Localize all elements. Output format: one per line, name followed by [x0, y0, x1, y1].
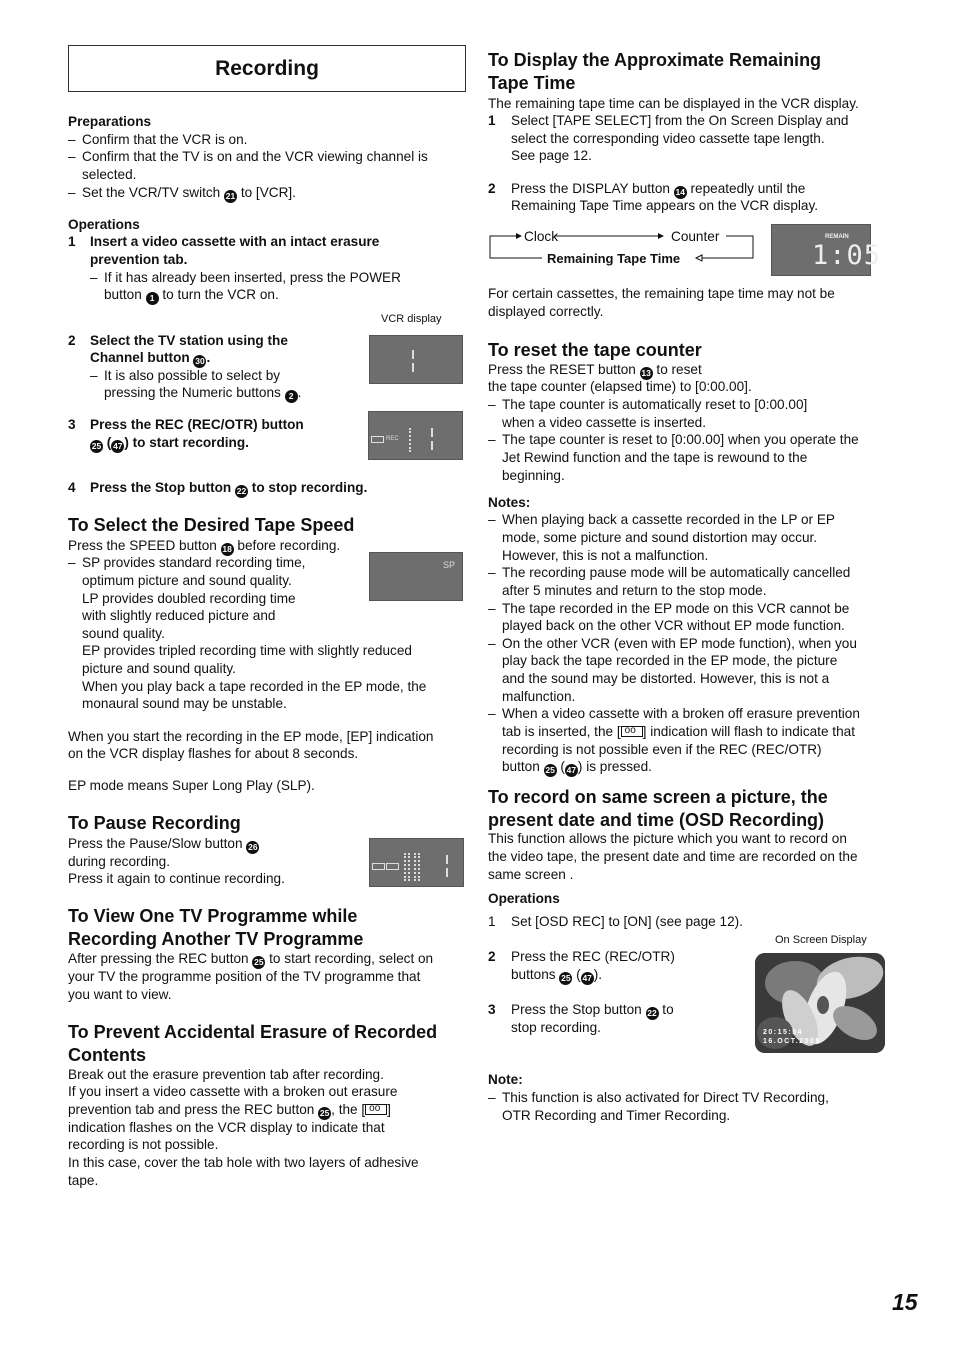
osd-note-label: Note:	[488, 1072, 523, 1087]
osd-line-2: the video tape, the present date and time are recorded on the	[488, 849, 858, 864]
button-ref-icon: 47	[582, 973, 592, 983]
button-ref-icon: 21	[225, 191, 236, 201]
step-number: 1	[488, 113, 496, 128]
note-5-cont: tab is inserted, the [oo ] indication will flash to indicate that	[502, 723, 855, 741]
page-number: 15	[892, 1289, 918, 1315]
prep-item-2-cont: selected.	[82, 167, 137, 182]
flow-counter: Counter	[671, 229, 720, 244]
prevent-line-2: If you insert a video cassette with a broken out erasure	[68, 1084, 398, 1099]
flow-remaining: Remaining Tape Time	[547, 251, 681, 266]
note-5-cont3: button 25 ( 47 ) is pressed.	[502, 759, 652, 775]
vcr-display-rec	[368, 411, 463, 460]
button-ref-icon: 47	[113, 441, 123, 451]
button-ref-icon: 2	[285, 390, 298, 403]
prevent-line-5: recording is not possible.	[68, 1137, 219, 1152]
step-number: 4	[68, 480, 76, 495]
button-ref-icon: 25	[319, 1108, 330, 1118]
tape-speed-line: When you play back a tape recorded in the EP mode, the	[82, 679, 427, 694]
remaining-step1: Select [TAPE SELECT] from the On Screen Display and	[511, 113, 849, 128]
osd-step1: Set [OSD REC] to [ON] (see page 12).	[511, 914, 743, 929]
osd-step2: Press the REC (REC/OTR)	[511, 949, 675, 964]
step-number: 2	[488, 949, 496, 964]
step-number: 3	[68, 417, 76, 432]
note-3: – The tape recorded in the EP mode on this VCR cannot be	[502, 600, 849, 618]
prevent-line-7: tape.	[68, 1173, 99, 1188]
pause-line-1: Press the Pause/Slow button 26	[68, 836, 258, 852]
button-ref-icon: 25	[91, 441, 102, 451]
tape-speed-line: EP provides tripled recording time with slightly reduced	[82, 643, 412, 658]
button-ref-icon: 25	[254, 957, 264, 967]
remaining-heading-cont: Tape Time	[488, 73, 576, 93]
step1-note-cont: button 1 to turn the VCR on.	[104, 287, 279, 303]
osd-note-cont: OTR Recording and Timer Recording.	[502, 1108, 731, 1123]
remaining-step1-cont2: See page 12.	[511, 148, 592, 163]
osd-step3-cont: stop recording.	[511, 1020, 601, 1035]
vcr-display-sp	[369, 552, 463, 601]
page-title: Recording	[215, 56, 319, 80]
note-2-cont: after 5 minutes and return to the stop mode.	[502, 583, 767, 598]
rec-indicator: REC	[386, 436, 399, 442]
cassette-icon	[365, 1104, 387, 1115]
pause-line-2: during recording.	[68, 854, 171, 869]
preparations-label: Preparations	[68, 114, 152, 129]
button-ref-icon: 26	[248, 842, 258, 852]
button-ref-icon: 1	[146, 292, 159, 305]
remaining-step1-cont: select the corresponding video cassette tape length.	[511, 131, 825, 146]
tape-speed-line: with slightly reduced picture and	[82, 608, 276, 623]
remaining-heading: To Display the Approximate Remaining	[488, 50, 822, 70]
tape-speed-line: LP provides doubled recording time	[82, 591, 296, 606]
remaining-step2-cont: Remaining Tape Time appears on the VCR display.	[511, 198, 819, 213]
osd-heading: To record on same screen a picture, the	[488, 787, 828, 807]
osd-heading-cont: present date and time (OSD Recording)	[488, 810, 825, 830]
ep-flash-text: When you start the recording in the EP mode, [EP] indication	[68, 729, 434, 744]
reset-heading: To reset the tape counter	[488, 340, 702, 360]
button-ref-icon: 25	[561, 973, 571, 983]
reset-item-1: – The tape counter is automatically reset to [0:00.00]	[502, 396, 807, 414]
remaining-intro: The remaining tape time can be displayed in the VCR display.	[488, 96, 859, 111]
step4-text: Press the Stop button 22 to stop recording.	[90, 480, 368, 496]
step-number: 1	[68, 234, 76, 249]
step2-text: Select the TV station using the	[90, 333, 288, 348]
step1-note: – If it has already been inserted, press the POWER	[104, 269, 401, 287]
prep-item-2: – Confirm that the TV is on and the VCR viewing channel is	[82, 148, 428, 166]
button-ref-icon: 22	[236, 486, 247, 496]
tape-speed-line: optimum picture and sound quality.	[82, 573, 292, 588]
cassette-icon	[621, 726, 643, 737]
reset-item-1-cont: when a video cassette is inserted.	[502, 415, 707, 430]
remain-indicator: REMAIN	[825, 234, 849, 240]
operations-label: Operations	[68, 217, 140, 232]
note-5-cont2: recording is not possible even if the REC (REC/OTR)	[502, 742, 822, 757]
step2-note: – It is also possible to select by	[104, 367, 280, 385]
ep-flash-text-cont: on the VCR display flashes for about 8 seconds.	[68, 746, 359, 761]
ep-slp-text: EP mode means Super Long Play (SLP).	[68, 778, 315, 793]
vcr-display-remain	[771, 224, 882, 276]
button-ref-icon: 14	[675, 187, 685, 197]
step2-text-cont: Channel button 30 .	[90, 350, 211, 366]
osd-time: 20:15:54	[763, 1029, 804, 1036]
pause-line-3: Press it again to continue recording.	[68, 871, 285, 886]
note-4-cont2: and the sound may be distorted. However, this is not a	[502, 671, 830, 686]
note-1-cont2: However, this is not a malfunction.	[502, 548, 709, 563]
vcr-display-label: VCR display	[381, 313, 442, 325]
tape-speed-line: picture and sound quality.	[82, 661, 236, 676]
step1-text-cont: prevention tab.	[90, 252, 188, 267]
remaining-note-cont: displayed correctly.	[488, 304, 604, 319]
pause-heading: To Pause Recording	[68, 813, 241, 833]
osd-line-3: same screen .	[488, 867, 574, 882]
reset-item-2-cont: Jet Rewind function and the tape is rewound to the	[502, 450, 808, 465]
osd-date: 16.OCT.2005	[763, 1038, 821, 1045]
step-number: 3	[488, 1002, 496, 1017]
reset-line-2: the tape counter (elapsed time) to [0:00.00].	[488, 379, 752, 394]
button-ref-icon: 22	[647, 1008, 657, 1018]
step3-text-cont: 25 ( 47 ) to start recording.	[91, 435, 249, 451]
prep-item-3: – Set the VCR/TV switch 21 to [VCR].	[82, 184, 296, 203]
note-5: – When a video cassette with a broken off erasure prevention	[502, 705, 860, 723]
prevent-line-1: Break out the erasure prevention tab after recording.	[68, 1067, 384, 1082]
button-ref-icon: 25	[545, 765, 555, 775]
tape-speed-line: monaural sound may be unstable.	[82, 696, 287, 711]
step-number: 2	[488, 181, 496, 196]
view-one-heading-cont: Recording Another TV Programme	[68, 929, 364, 949]
view-one-heading: To View One TV Programme while	[68, 906, 358, 926]
step-number: 2	[68, 333, 76, 348]
osd-screen-image	[755, 953, 885, 1053]
flow-clock: Clock	[524, 229, 558, 244]
osd-line-1: This function allows the picture which you want to record on	[488, 831, 847, 846]
step3-text: Press the REC (REC/OTR) button	[90, 417, 304, 432]
tape-speed-heading: To Select the Desired Tape Speed	[68, 515, 355, 535]
osd-note: – This function is also activated for Direct TV Recording,	[502, 1089, 829, 1107]
view-one-line-2: your TV the programme position of the TV programme that	[68, 969, 421, 984]
step-number: 1	[488, 914, 496, 929]
note-4-cont: play back the tape recorded in the EP mode, the picture	[502, 653, 838, 668]
page-title-box	[68, 45, 466, 92]
prevent-heading-cont: Contents	[68, 1045, 146, 1065]
reset-item-2-cont2: beginning.	[502, 468, 565, 483]
button-ref-icon: 30	[195, 356, 205, 366]
note-3-cont: played back on the other VCR without EP mode function.	[502, 618, 845, 633]
osd-operations-label: Operations	[488, 891, 560, 906]
vcr-display-channel	[369, 335, 463, 384]
reset-item-2: – The tape counter is reset to [0:00.00] when you operate the	[502, 431, 859, 449]
prevent-heading: To Prevent Accidental Erasure of Recorded	[68, 1022, 438, 1042]
view-one-line-1: After pressing the REC button 25 to start recording, select on	[68, 951, 434, 967]
note-2: – The recording pause mode will be automatically cancelled	[502, 564, 850, 582]
note-1: – When playing back a cassette recorded in the LP or EP	[502, 511, 835, 529]
reset-line-1: Press the RESET button 13 to reset	[488, 362, 702, 378]
prevent-line-6: In this case, cover the tab hole with two layers of adhesive	[68, 1155, 419, 1170]
prevent-line-3: prevention tab and press the REC button 25 , the [oo ]	[68, 1101, 391, 1120]
tape-speed-line: sound quality.	[82, 626, 165, 641]
step1-text: Insert a video cassette with an intact erasure	[90, 234, 380, 249]
tape-speed-intro: Press the SPEED button 18 before recording.	[68, 538, 341, 554]
prevent-line-4: indication flashes on the VCR display to indicate that	[68, 1120, 385, 1135]
button-ref-icon: 13	[641, 368, 651, 378]
osd-display-label: On Screen Display	[775, 934, 867, 946]
button-ref-icon: 47	[566, 765, 577, 775]
prep-item-1: – Confirm that the VCR is on.	[82, 131, 247, 149]
note-4: – On the other VCR (even with EP mode function), when you	[502, 635, 857, 653]
note-4-cont3: malfunction.	[502, 689, 576, 704]
button-ref-icon: 18	[222, 544, 232, 554]
vcr-display-pause	[369, 838, 464, 887]
sp-indicator: SP	[443, 560, 456, 570]
remaining-note: For certain cassettes, the remaining tape time may not be	[488, 286, 835, 301]
notes-label: Notes:	[488, 495, 531, 510]
view-one-line-3: you want to view.	[68, 987, 172, 1002]
remain-time: 1:05	[812, 240, 882, 271]
tape-speed-line: – SP provides standard recording time,	[82, 554, 305, 572]
note-1-cont: mode, some picture and sound distortion may occur.	[502, 530, 818, 545]
step2-note-cont: pressing the Numeric buttons 2 .	[104, 385, 302, 401]
osd-step2-cont: buttons 25 ( 47 ).	[511, 967, 602, 983]
remaining-step2: Press the DISPLAY button 14 repeatedly until the	[511, 181, 806, 197]
osd-step3: Press the Stop button 22 to	[511, 1002, 674, 1018]
